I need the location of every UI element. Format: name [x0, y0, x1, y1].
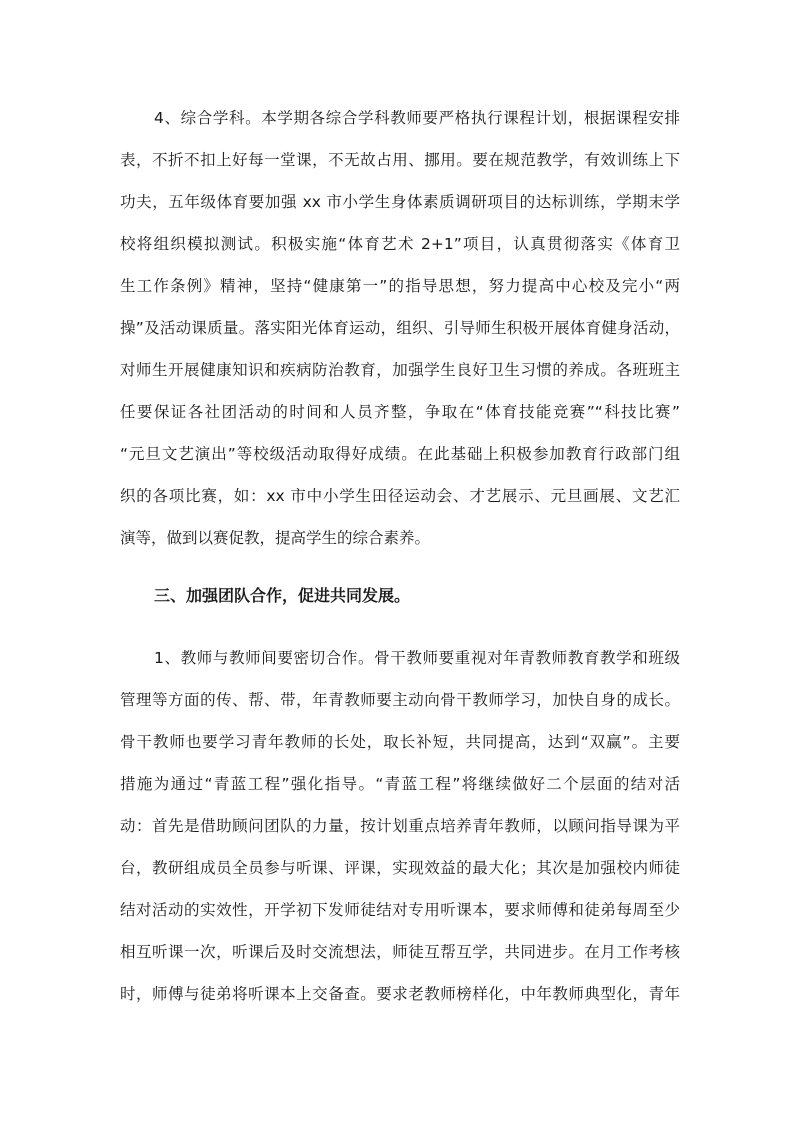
paragraph-line: 任要保证各社团活动的时间和人员齐整，争取在“体育技能竞赛”“科技比赛” — [120, 403, 680, 421]
paragraph-line: 时，师傅与徒弟将听课本上交备查。要求老教师榜样化，中年教师典型化，青年 — [120, 985, 680, 1003]
paragraph-line: 骨干教师也要学习青年教师的长处，取长补短，共同提高，达到“双赢”。主要 — [120, 733, 680, 751]
paragraph-line: 管理等方面的传、帮、带，年青教师要主动向骨干教师学习，加快自身的成长。 — [120, 691, 680, 709]
paragraph-line: 动：首先是借助顾问团队的力量，按计划重点培养青年教师，以顾问指导课为平 — [120, 817, 680, 835]
paragraph-line: 校将组织模拟测试。积极实施“体育艺术 2+1”项目，认真贯彻落实《体育卫 — [120, 235, 680, 253]
paragraph-line: 结对活动的实效性，开学初下发师徒结对专用听课本，要求师傅和徒弟每周至少 — [120, 901, 680, 919]
paragraph-line: 操”及活动课质量。落实阳光体育运动，组织、引导师生积极开展体育健身活动， — [120, 319, 680, 337]
paragraph-line: 相互听课一次，听课后及时交流想法，师徒互帮互学，共同进步。在月工作考核 — [120, 943, 680, 961]
paragraph-line: “元旦文艺演出”等校级活动取得好成绩。在此基础上积极参加教育行政部门组 — [120, 445, 680, 463]
paragraph-line: 演等，做到以赛促教，提高学生的综合素养。 — [120, 529, 431, 547]
paragraph-line: 措施为通过“青蓝工程”强化指导。“青蓝工程”将继续做好二个层面的结对活 — [120, 775, 680, 793]
paragraph-line: 生工作条例》精神，坚持“健康第一”的指导思想，努力提高中心校及完小“两 — [120, 277, 680, 295]
paragraph-line: 4、综合学科。本学期各综合学科教师要严格执行课程计划，根据课程安排 — [154, 109, 680, 127]
paragraph-line: 1、教师与教师间要密切合作。骨干教师要重视对年青教师教育教学和班级 — [154, 649, 680, 667]
paragraph-line: 台，教研组成员全员参与听课、评课，实现效益的最大化；其次是加强校内师徒 — [120, 859, 680, 877]
paragraph-line: 表，不折不扣上好每一堂课，不无故占用、挪用。要在规范教学，有效训练上下 — [120, 151, 680, 169]
paragraph-line: 对师生开展健康知识和疾病防治教育，加强学生良好卫生习惯的养成。各班班主 — [120, 361, 680, 379]
paragraph-line: 织的各项比赛，如：xx 市中小学生田径运动会、才艺展示、元旦画展、文艺汇 — [120, 487, 680, 505]
section-heading: 三、加强团队合作，促进共同发展。 — [154, 586, 411, 605]
paragraph-line: 功夫，五年级体育要加强 xx 市小学生身体素质调研项目的达标训练，学期末学 — [120, 193, 680, 211]
